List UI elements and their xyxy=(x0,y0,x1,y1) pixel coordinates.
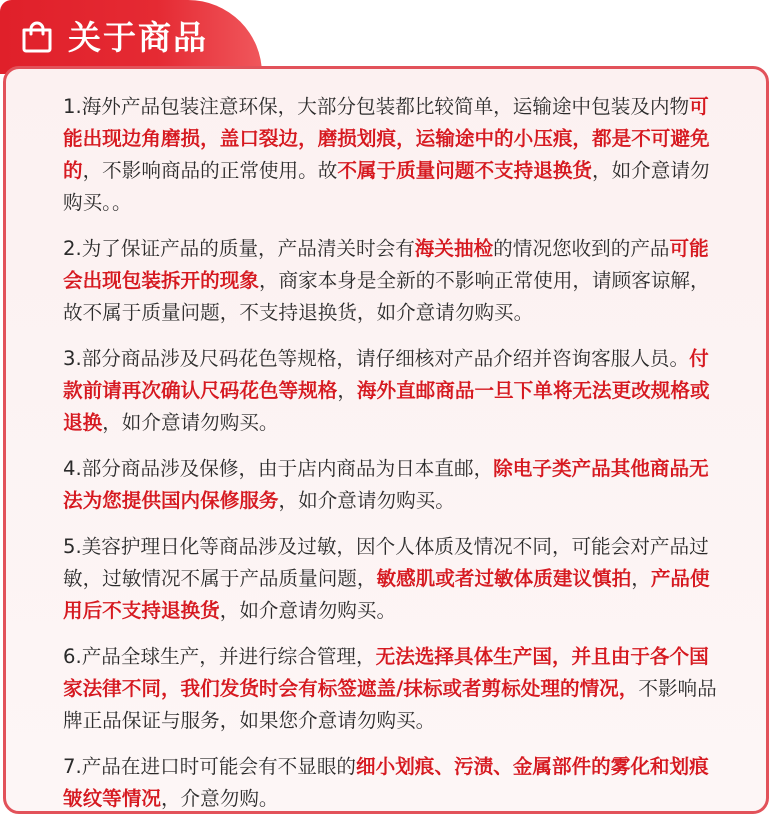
notice-text: 3.部分商品涉及尺码花色等规格，请仔细核对产品介绍并咨询客服人员。 xyxy=(63,347,690,370)
shopping-bag-icon xyxy=(20,21,54,53)
highlight-text: 可能会出现包装拆开的现象 xyxy=(63,237,709,292)
notice-text: 2.为了保证产品的质量，产品清关时会有 xyxy=(63,237,415,260)
section-header-tab xyxy=(0,0,262,74)
highlight-text: 海外直邮商品一旦下单将无法更改规格或退换 xyxy=(63,379,710,434)
notice-text: ，如介意请勿购买。。 xyxy=(63,159,710,214)
notice-item-3 xyxy=(63,343,726,439)
highlight-text: 无法选择具体生产国，并且由于各个国家法律不同，我们发货时会有标签遮盖/抹标或者剪标处理的情况， xyxy=(63,645,709,700)
highlight-text: 细小划痕、污渍、金属部件的雾化和划痕皱纹等情况 xyxy=(63,755,709,810)
notice-text: ，商家本身是全新的不影响正常使用，请顾客谅解，故不属于质量问题，不支持退换货，如介意请勿购买。 xyxy=(63,269,710,324)
notice-text: 的情况您收到的产品 xyxy=(493,237,670,260)
highlight-text: 海关抽检 xyxy=(414,237,494,260)
notice-text: 4.部分商品涉及保修，由于店内商品为日本直邮， xyxy=(63,457,494,480)
notice-text: ， xyxy=(337,379,357,402)
notice-text: ， xyxy=(631,567,651,590)
notice-text: ，如介意请勿购买。 xyxy=(278,489,455,512)
notice-text: 7.产品在进口时可能会有不显眼的 xyxy=(63,755,357,778)
highlight-text: 付款前请再次确认尺码花色等规格 xyxy=(63,347,709,402)
highlight-text: 敏感肌或者过敏体质建议慎拍 xyxy=(376,567,632,590)
notice-item-2 xyxy=(63,233,726,329)
notice-item-4 xyxy=(63,453,726,517)
notice-text: ，不影响商品的正常使用。故 xyxy=(82,159,338,182)
highlight-text: 可能出现边角磨损，盖口裂边，磨损划痕，运输途中的小压痕，都是不可避免的 xyxy=(63,95,710,182)
notice-text: ，介意勿购。 xyxy=(160,787,279,810)
notice-list xyxy=(63,91,726,815)
section-title: 关于商品 xyxy=(68,17,208,57)
notice-item-6 xyxy=(63,641,726,737)
notice-item-5 xyxy=(63,531,726,627)
highlight-text: 不属于质量问题不支持退换货 xyxy=(337,159,593,182)
notice-text: ，如介意请勿购买。 xyxy=(219,599,397,622)
notice-text: ，如介意请勿购买。 xyxy=(102,411,279,434)
highlight-text: 产品使用后不支持退换货 xyxy=(63,567,710,622)
notice-item-7 xyxy=(63,751,726,815)
notice-text: 不影响品牌正品保证与服务，如果您介意请勿购买。 xyxy=(63,677,717,732)
notice-text: 1.海外产品包装注意环保，大部分包装都比较简单，运输途中包装及内物 xyxy=(63,95,690,118)
notice-text: 6.产品全球生产，并进行综合管理， xyxy=(63,645,376,668)
notice-text: 5.美容护理日化等商品涉及过敏，因个人体质及情况不同，可能会对产品过敏，过敏情况不属于产品质量问题， xyxy=(63,535,709,590)
notice-panel xyxy=(3,66,769,814)
notice-item-1 xyxy=(63,91,726,219)
highlight-text: 除电子类产品其他商品无法为您提供国内保修服务 xyxy=(63,457,709,512)
